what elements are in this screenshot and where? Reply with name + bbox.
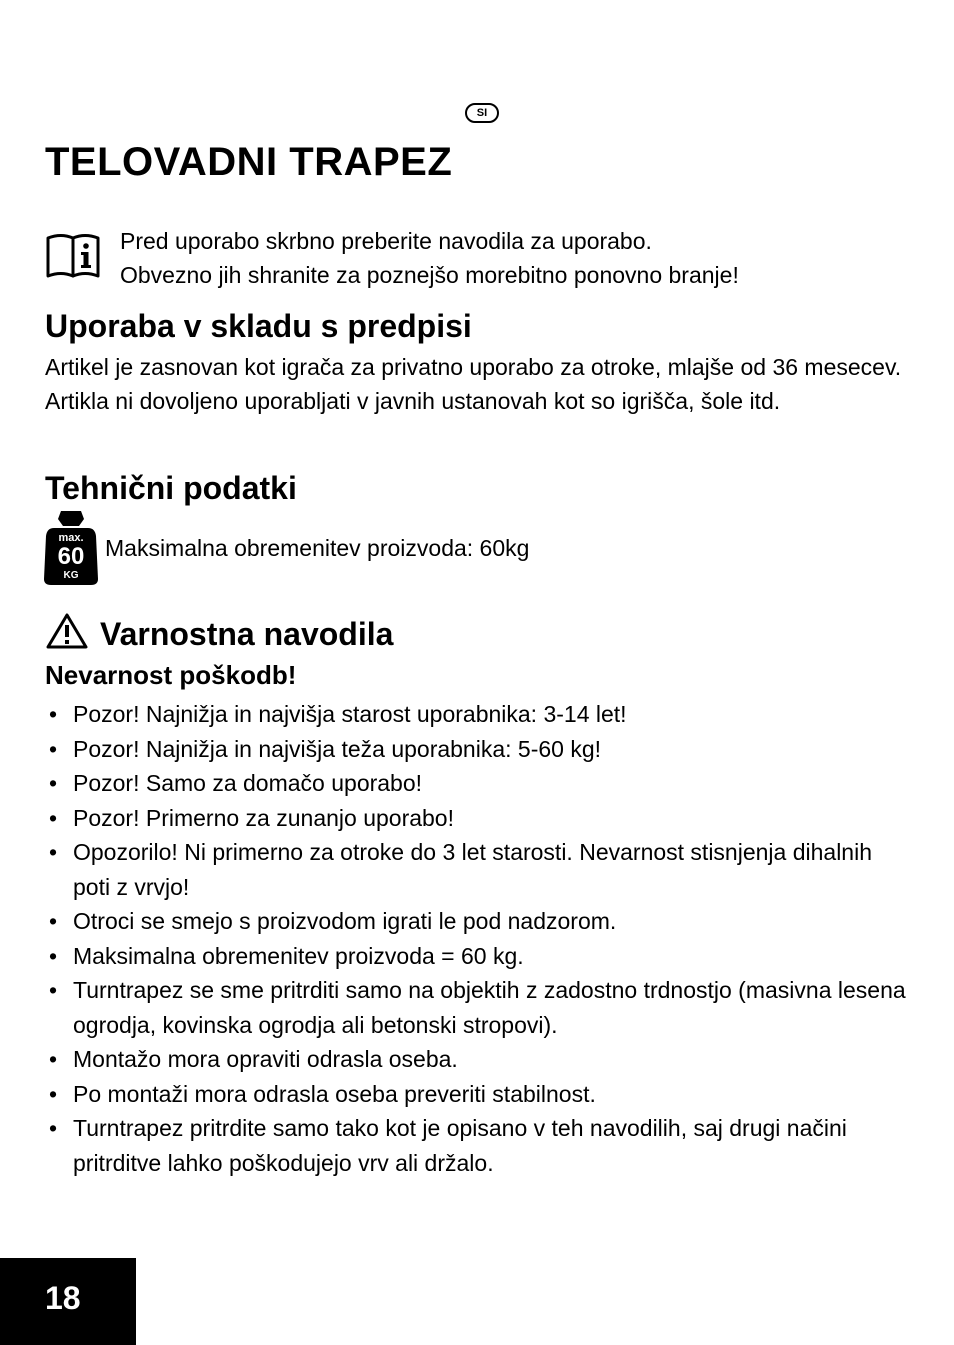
list-item: • Otroci se smejo s proizvodom igrati le pod nadzorom. [45, 904, 915, 939]
max-value: 60 [57, 543, 85, 570]
intended-use-text: Artikel je zasnovan kot igrača za privatno uporabo za otroke, mlajše od 36 mesecev. Artikla ni dovoljeno uporabljati v javnih ustanovah kot so igrišča, šole itd. [45, 354, 902, 414]
list-item: • Montažo mora opraviti odrasla oseba. [45, 1042, 915, 1077]
list-item: • Pozor! Samo za domačo uporabo! [45, 766, 915, 801]
max-load-spec: Maksimalna obremenitev proizvoda: 60kg [105, 535, 530, 561]
intro-line-2: Obvezno jih shranite za poznejšo morebitno ponovno branje! [120, 262, 739, 288]
safety-heading: Varnostna navodila [100, 616, 394, 652]
page-number: 18 [0, 1258, 136, 1345]
max-unit: KG [63, 570, 79, 581]
list-item: • Pozor! Najnižja in najvišja teža uporabnika: 5-60 kg! [45, 732, 915, 767]
intro-line-1: Pred uporabo skrbno preberite navodila za uporabo. [120, 228, 652, 254]
list-item: • Po montaži mora odrasla oseba preveriti stabilnost. [45, 1077, 915, 1112]
max-label: max. [58, 532, 84, 544]
page-title: TELOVADNI TRAPEZ [45, 140, 453, 184]
max-load-weight-icon [44, 508, 98, 586]
safety-list [45, 697, 915, 1180]
safety-subheading: Nevarnost poškodb! [45, 660, 297, 690]
list-item: • Turntrapez pritrdite samo tako kot je opisano v teh navodilih, saj drugi načini pritrditve lahko poškodujejo vrv ali držalo. [45, 1111, 915, 1180]
intended-use-heading: Uporaba v skladu s predpisi [45, 308, 472, 344]
list-item: • Turntrapez se sme pritrditi samo na objektih z zadostno trdnostjo (masivna lesena ogrodja, kovinska ogrodja ali betonski stropovi). [45, 973, 915, 1042]
list-item: • Pozor! Najnižja in najvišja starost uporabnika: 3-14 let! [45, 697, 915, 732]
read-manual-icon [45, 232, 101, 278]
list-item: • Pozor! Primerno za zunanjo uporabo! [45, 801, 915, 836]
list-item: • Maksimalna obremenitev proizvoda = 60 kg. [45, 939, 915, 974]
technical-data-heading: Tehnični podatki [45, 470, 297, 506]
warning-icon [45, 612, 89, 650]
language-badge: SI [465, 103, 499, 123]
intro-text [120, 224, 739, 292]
list-item: • Opozorilo! Ni primerno za otroke do 3 let starosti. Nevarnost stisnjenja dihalnih poti z vrvjo! [45, 835, 915, 904]
